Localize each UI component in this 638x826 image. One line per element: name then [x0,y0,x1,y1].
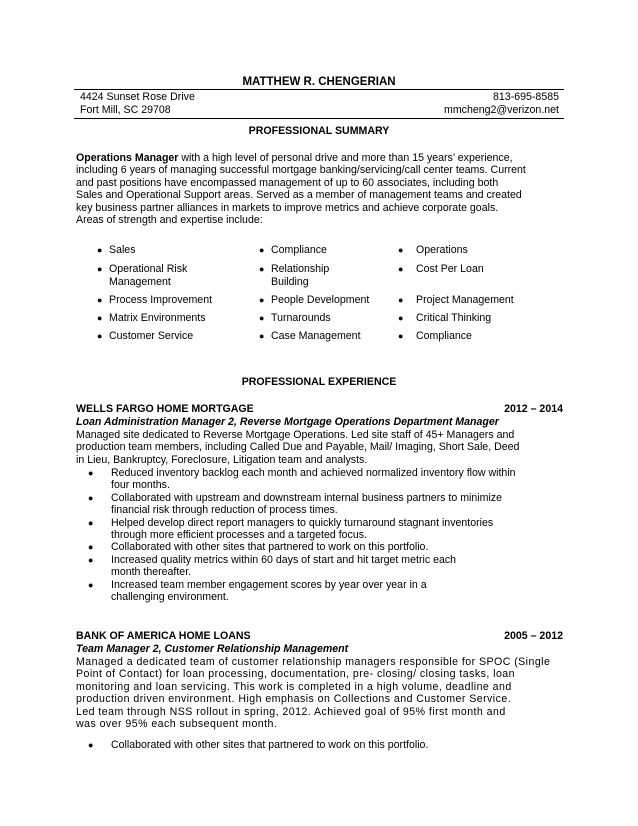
bullet-icon: ● [88,517,94,528]
bullet-icon: ● [398,313,404,323]
summary-line-4: Sales and Operational Support areas. Served as a member of management teams and created [76,189,522,202]
bullet-icon: ● [88,468,94,478]
summary-line-3: and past positions have encompassed management of up to 60 associates, including both [76,176,499,189]
bullet-icon: ● [398,295,404,305]
job-company: BANK OF AMERICA HOME LOANS [76,630,251,642]
bullet-icon: ● [259,331,265,341]
list-item: ● Helped develop direct report managers to quickly turnaround stagnant inventories through more efficient processes and a targeted focus. [88,516,494,542]
job-title: Loan Administration Manager 2, Reverse Mortgage Operations Department Manager [76,416,499,428]
bullet-icon: ● [97,295,103,305]
summary-lead: Operations Manager [76,152,179,164]
bullet-icon: ● [398,245,404,255]
bullet-icon: ● [88,554,94,565]
bullet-icon: ● [88,579,94,590]
phone-number: 813-695-8585 [493,91,559,103]
address-line-1: 4424 Sunset Rose Drive [80,91,195,103]
job-dates: 2012 – 2014 [504,403,563,415]
list-item: ● Increased team member engagement scores by year over year in a challenging environment. [88,578,427,604]
list-item: ● Collaborated with other sites that partnered to work on this portfolio. [88,541,429,554]
bullet-icon: ● [259,295,265,305]
bullet-icon: ● [259,264,265,274]
summary-paragraph [76,152,561,226]
list-item: ● Collaborated with upstream and downstream internal business partners to minimize financial risk through reduction of process times. [88,491,502,517]
bullet-icon: ● [259,313,265,323]
list-item: ● Increased quality metrics within 60 days of start and hit target metric each month thereafter. [88,553,457,579]
bullet-icon: ● [398,264,404,274]
summary-line-1: with a high level of personal drive and more than 15 years’ experience, [178,152,513,164]
bullet-icon: ● [97,245,103,255]
job-company: WELLS FARGO HOME MORTGAGE [76,403,254,415]
bullet-icon: ● [88,740,94,750]
summary-line-2: including 6 years of managing successful mortgage banking/servicing/call center teams. Current [76,164,526,177]
summary-line-5: key business partner alliances in markets to improve metrics and achieve corporate goals. [76,201,499,214]
list-item: ● Reduced inventory backlog each month and achieved normalized inventory flow within four months. [88,467,516,492]
bullet-icon: ● [97,313,103,323]
address-line-2: Fort Mill, SC 29708 [80,104,171,116]
bullet-icon: ● [97,331,103,341]
experience-heading: PROFESSIONAL EXPERIENCE [241,376,397,388]
job-bullet-list [76,467,566,603]
list-item: ● Collaborated with other sites that partnered to work on this portfolio. [88,739,429,751]
header-bottom-rule [74,118,564,119]
header-rule [74,89,564,90]
bullet-icon: ● [259,245,265,255]
candidate-name: MATTHEW R. CHENGERIAN [242,76,396,88]
bullet-icon: ● [97,264,103,274]
summary-heading: PROFESSIONAL SUMMARY [248,125,390,137]
summary-line-6: Areas of strength and expertise include: [76,214,263,227]
job-description: Managed site dedicated to Reverse Mortgage Operations. Led site staff of 45+ Managers and production team members, including Called Due and Payable, Mail/ Imaging, Short Sale, Deed in Lieu, Bankruptcy, Foreclosure, Litigation team and analysts. [76,429,520,466]
email-address[interactable]: mmcheng2@verizon.net [444,104,559,116]
bullet-icon: ● [88,542,94,553]
job-description: Managed a dedicated team of customer relationship managers responsible for SPOC (Single Point of Contact) for loan processing, documentation, pre- closing/ closing tasks, loan monitoring and loan servicing. This work is completed in a high volume, deadline and production driven environment. High emphasis on Collections and Customer Service. Led team through NSS rollout in spring, 2012. Achieved goal of 95% first month and was over 95% each subsequent month. [76,656,551,731]
job-bullet-list [76,739,566,751]
bullet-icon: ● [88,492,94,503]
job-dates: 2005 – 2012 [504,630,563,642]
bullet-icon: ● [398,331,404,341]
job-title: Team Manager 2, Customer Relationship Management [76,643,349,655]
